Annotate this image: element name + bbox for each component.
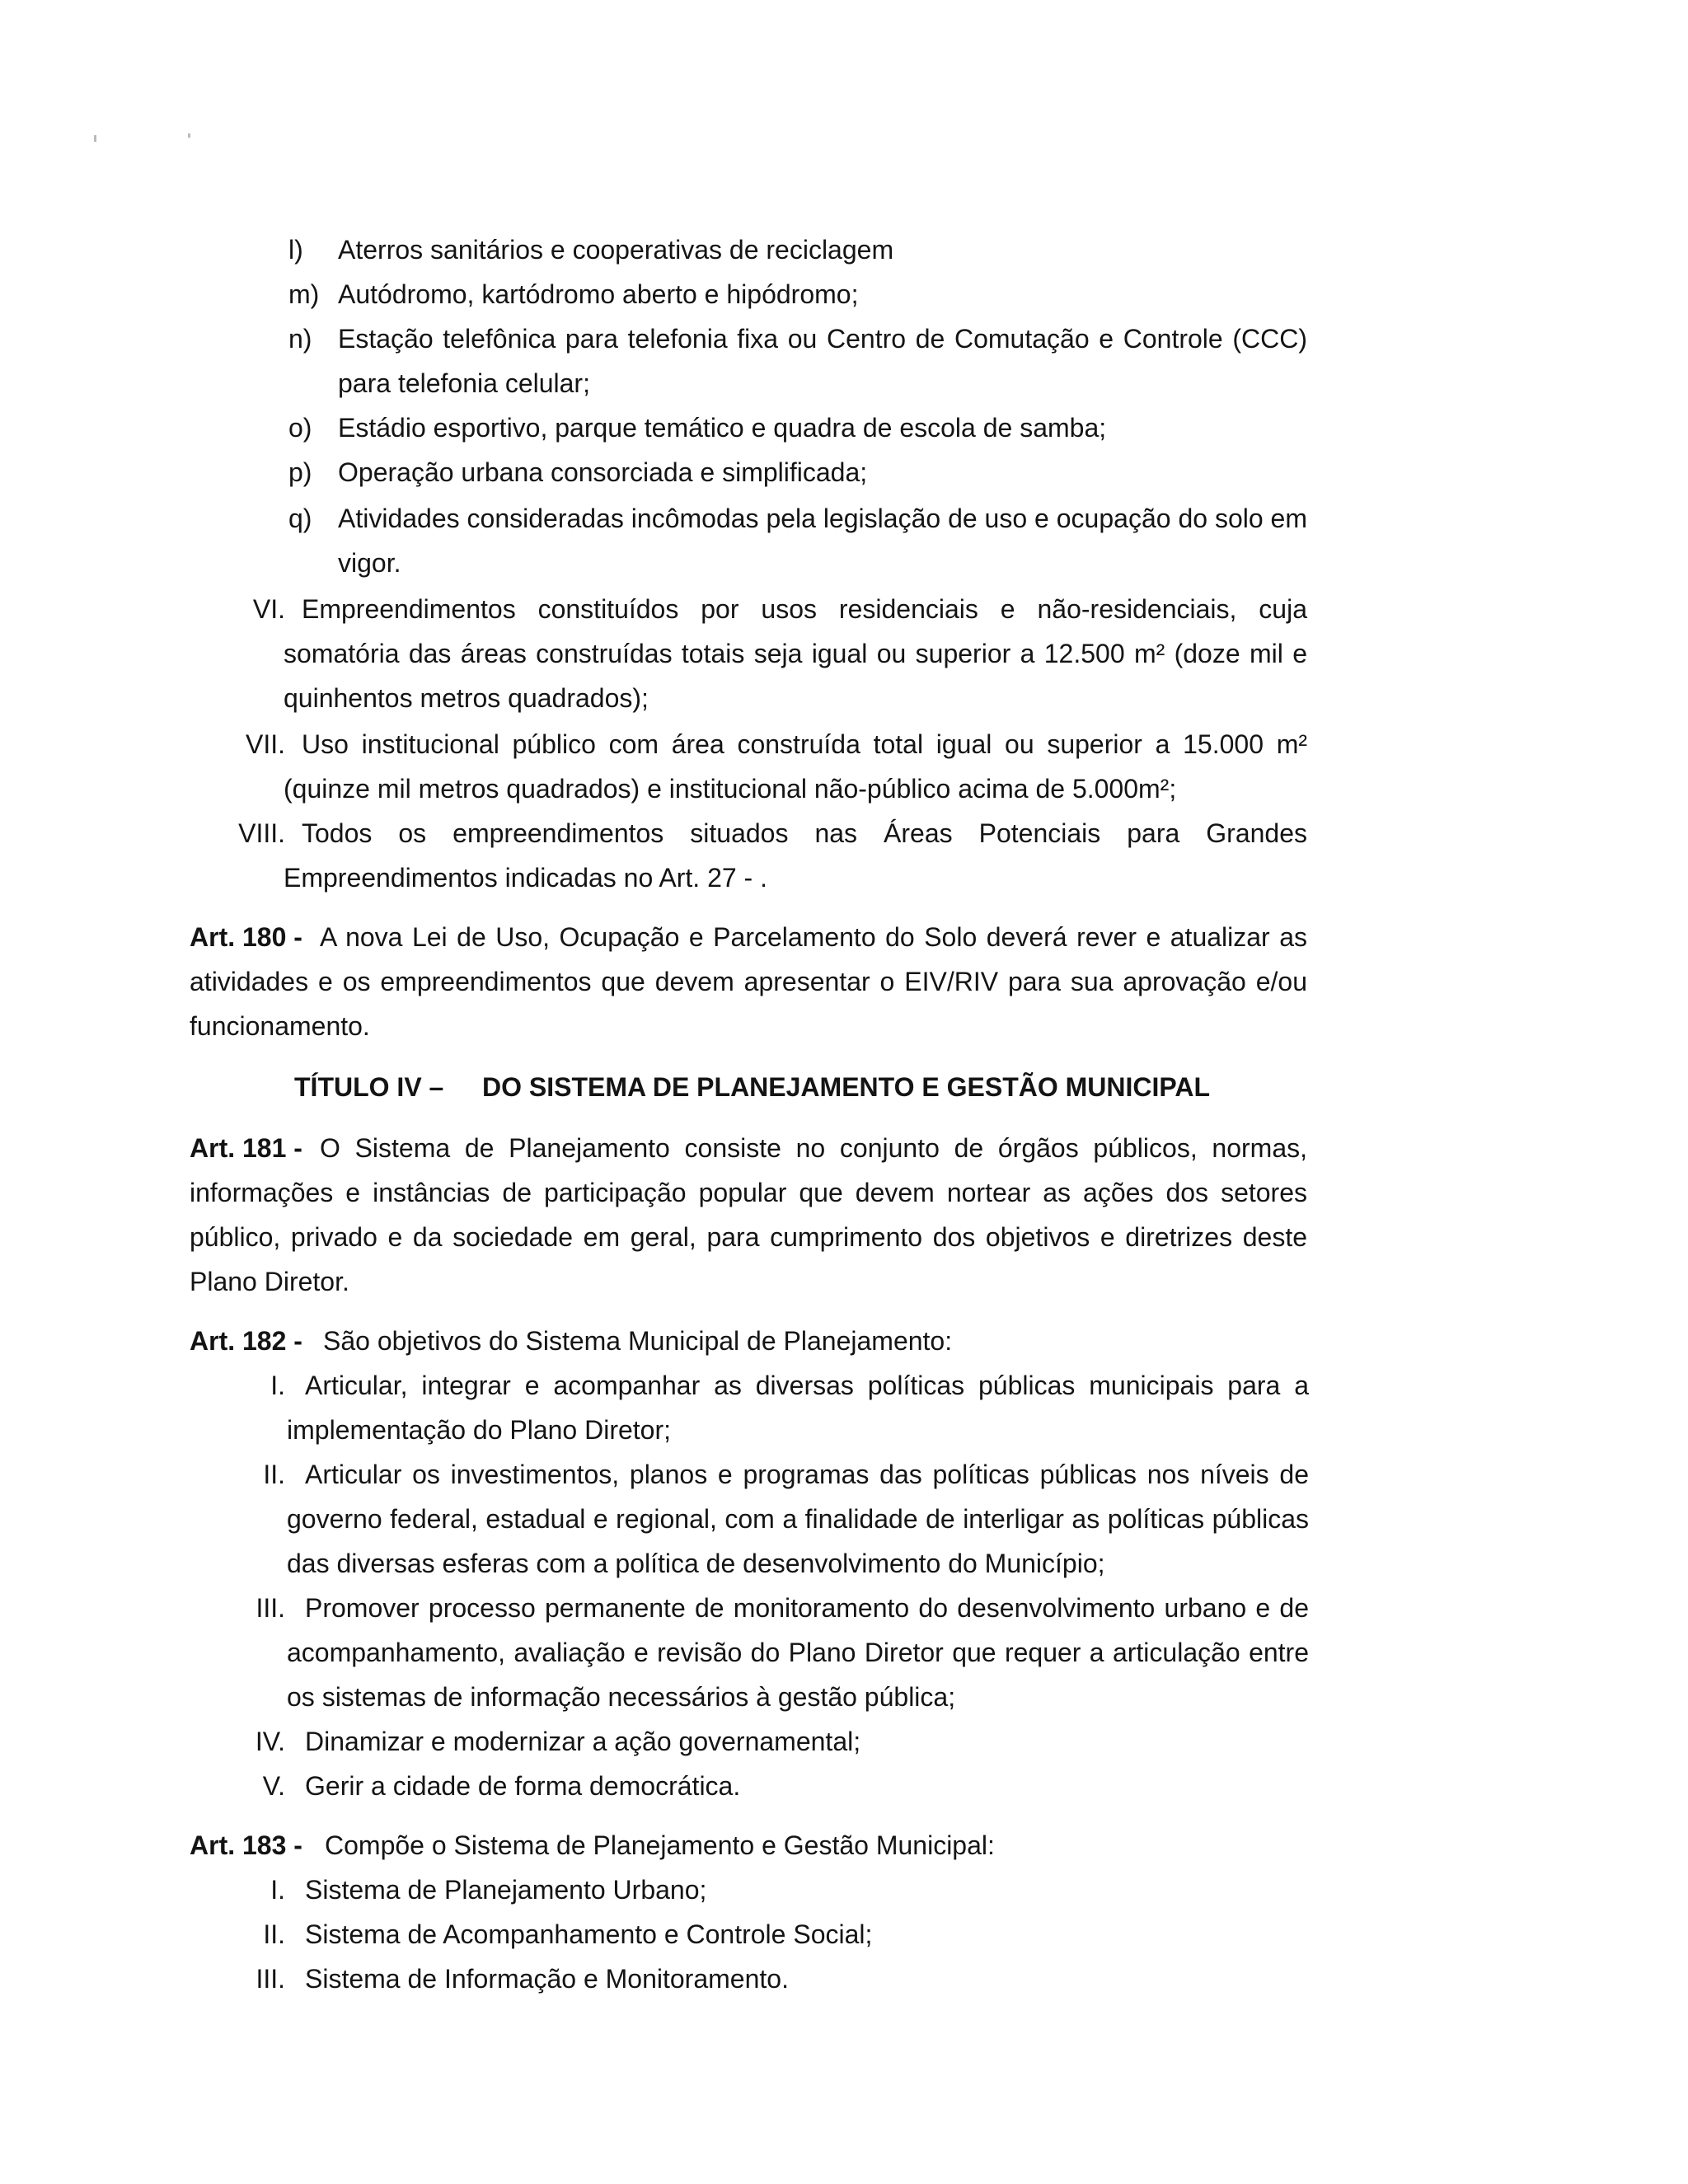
item-text-continued: (quinze mil metros quadrados) e institucional não-público acima de 5.000m²; <box>284 774 1177 804</box>
item-marker: II. <box>263 1460 285 1489</box>
item-marker: IV. <box>255 1727 285 1756</box>
article-text-continued: atividades e os empreendimentos que devem apresentar o EIV/RIV para sua aprovação e/ou <box>190 967 1307 996</box>
item-text: Gerir a cidade de forma democrática. <box>305 1771 741 1801</box>
item-marker: VII. <box>245 729 285 759</box>
article-text-continued: público, privado e da sociedade em geral, para cumprimento dos objetivos e diretrizes deste <box>190 1222 1307 1252</box>
article-text-continued: informações e instâncias de participação popular que devem nortear as ações dos setores <box>190 1178 1307 1207</box>
article-label: Art. 183 - <box>190 1830 302 1860</box>
item-text: Estação telefônica para telefonia fixa ou Centro de Comutação e Controle (CCC) <box>338 324 1307 354</box>
article-label: Art. 180 - <box>190 922 302 952</box>
item-text: Dinamizar e modernizar a ação governamental; <box>305 1727 861 1756</box>
item-marker: I. <box>270 1371 285 1400</box>
item-marker: I. <box>270 1875 285 1905</box>
article-text-continued: funcionamento. <box>190 1011 370 1041</box>
article-label: Art. 181 - <box>190 1133 302 1163</box>
item-text-continued: para telefonia celular; <box>338 368 590 398</box>
item-text-continued: Empreendimentos indicadas no Art. 27 - . <box>284 863 767 893</box>
article-text-continued: Plano Diretor. <box>190 1267 349 1296</box>
scan-speck <box>94 135 96 142</box>
section-title-label: TÍTULO IV – <box>294 1072 444 1102</box>
item-marker: p) <box>288 457 312 487</box>
item-text: Articular os investimentos, planos e programas das políticas públicas nos níveis de <box>305 1460 1309 1489</box>
item-marker: m) <box>288 279 320 309</box>
item-text: Sistema de Planejamento Urbano; <box>305 1875 707 1905</box>
scan-speck <box>188 134 190 138</box>
item-marker: VIII. <box>238 818 285 848</box>
item-text: Estádio esportivo, parque temático e quadra de escola de samba; <box>338 413 1107 443</box>
item-text: Sistema de Acompanhamento e Controle Social; <box>305 1919 873 1949</box>
item-text: Articular, integrar e acompanhar as diversas políticas públicas municipais para a <box>305 1371 1309 1400</box>
item-marker: III. <box>256 1593 285 1623</box>
item-text: Autódromo, kartódromo aberto e hipódromo; <box>338 279 859 309</box>
item-text-continued: implementação do Plano Diretor; <box>287 1415 672 1445</box>
item-text: Promover processo permanente de monitoramento do desenvolvimento urbano e de <box>305 1593 1309 1623</box>
section-title: DO SISTEMA DE PLANEJAMENTO E GESTÃO MUNICIPAL <box>482 1072 1211 1102</box>
article-text: Compõe o Sistema de Planejamento e Gestão Municipal: <box>325 1830 995 1860</box>
item-text: Sistema de Informação e Monitoramento. <box>305 1964 789 1994</box>
item-text-continued: quinhentos metros quadrados); <box>284 683 649 713</box>
item-marker: II. <box>263 1919 285 1949</box>
item-text-continued: das diversas esferas com a política de desenvolvimento do Município; <box>287 1549 1105 1578</box>
article-label: Art. 182 - <box>190 1326 302 1356</box>
item-text: Todos os empreendimentos situados nas Áreas Potenciais para Grandes <box>302 818 1307 848</box>
item-text-continued: somatória das áreas construídas totais seja igual ou superior a 12.500 m² (doze mil e <box>284 639 1307 668</box>
item-marker: V. <box>262 1771 285 1801</box>
item-marker: n) <box>288 324 312 354</box>
item-text-continued: vigor. <box>338 548 401 578</box>
item-text: Empreendimentos constituídos por usos residenciais e não-residenciais, cuja <box>302 594 1307 624</box>
item-marker: III. <box>256 1964 285 1994</box>
item-marker: VI. <box>252 594 285 624</box>
article-text: São objetivos do Sistema Municipal de Planejamento: <box>323 1326 953 1356</box>
item-marker: o) <box>288 413 312 443</box>
item-marker: q) <box>288 504 312 533</box>
article-text: A nova Lei de Uso, Ocupação e Parcelamento do Solo deverá rever e atualizar as <box>320 922 1307 952</box>
item-text: Atividades consideradas incômodas pela legislação de uso e ocupação do solo em <box>338 504 1307 533</box>
item-text: Aterros sanitários e cooperativas de reciclagem <box>338 235 894 265</box>
item-text: Operação urbana consorciada e simplificada; <box>338 457 868 487</box>
item-text-continued: acompanhamento, avaliação e revisão do Plano Diretor que requer a articulação entre <box>287 1638 1309 1667</box>
item-text: Uso institucional público com área construída total igual ou superior a 15.000 m² <box>302 729 1307 759</box>
item-marker: l) <box>288 235 303 265</box>
article-text: O Sistema de Planejamento consiste no conjunto de órgãos públicos, normas, <box>320 1133 1307 1163</box>
item-text-continued: os sistemas de informação necessários à gestão pública; <box>287 1682 956 1712</box>
item-text-continued: governo federal, estadual e regional, com a finalidade de interligar as políticas públicas <box>287 1504 1309 1534</box>
